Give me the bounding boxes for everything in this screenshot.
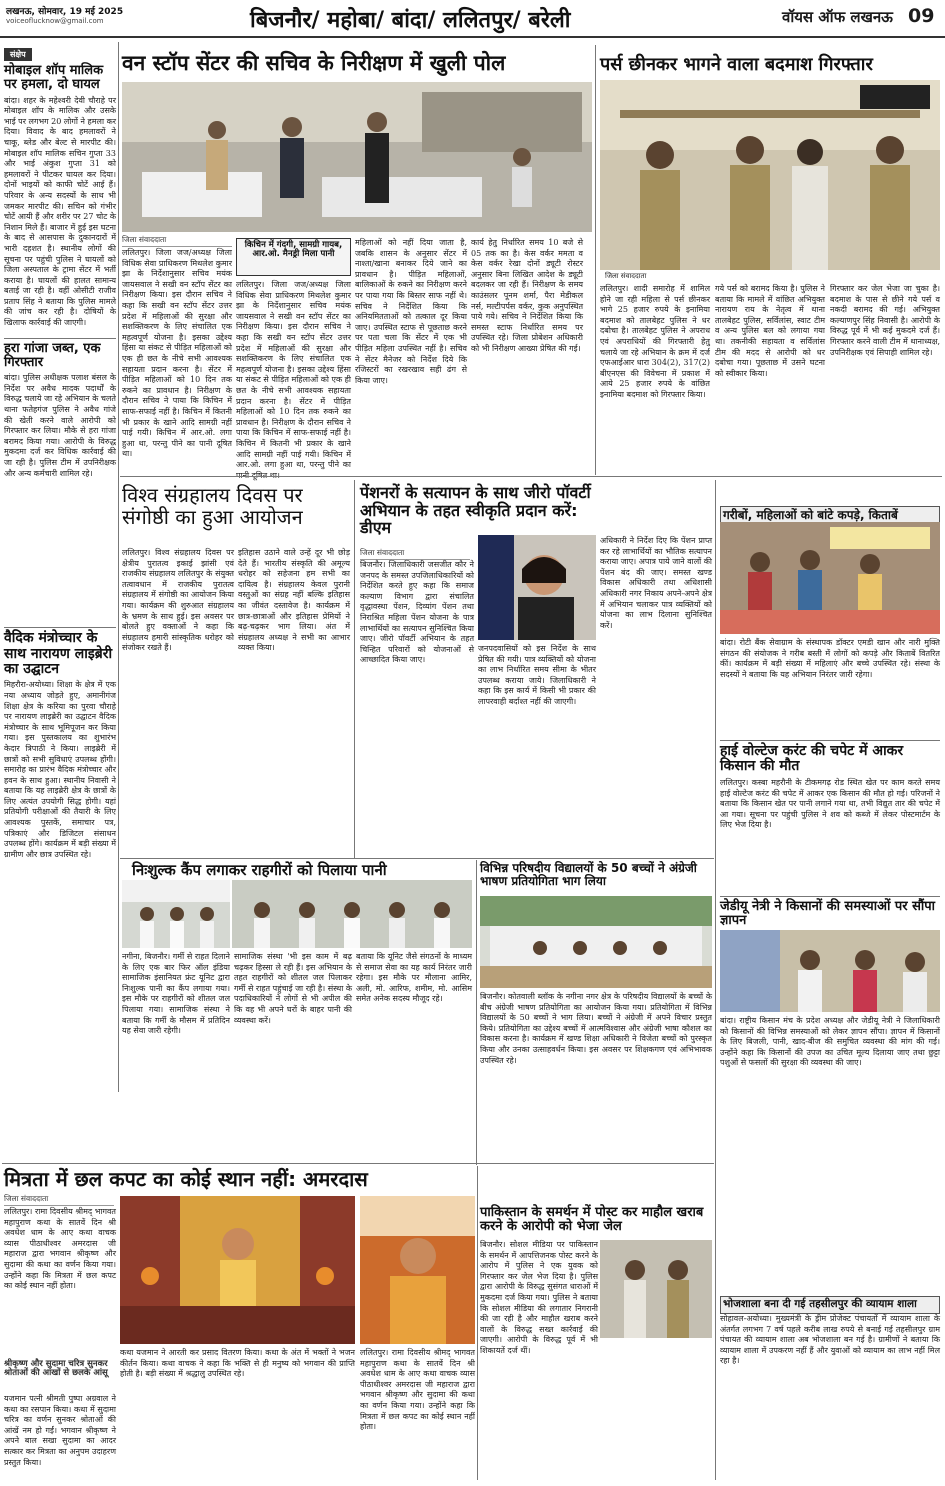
water-camp-illustration — [122, 880, 230, 948]
saint-portrait-illustration — [360, 1196, 475, 1344]
camp-body-1: नगीना, बिजनौर। गर्मी से राहत दिलाने के लिए एक बार फिर ऑल इंडिया सामाजिक इंसानियत फ्रंट यूनिट द्वारा निःशुल्क पानी का कैंप लगाया गया। इस मौके पर राहगीरों को शीतल जल पिलाया गया। सामाजिक संस्था ने बताया कि गर्मी के मौसम में प्रतिदिन यह सेवा जारी रहेगी। — [122, 952, 230, 1036]
jd-body: बांदा। राष्ट्रीय किसान मंच के प्रदेश अध्यक्ष और जेडीयू नेत्री ने जिलाधिकारी को किसानों की विभिन्न समस्याओं को लेकर ज्ञापन सौंपा। ज्ञापन में किसानों के लिए बिजली, पानी, खाद-बीज की समुचित व्यवस्था की मांग की गई। उन्होंने कहा कि किसानों की उपज का उचित मूल्य दिलाया जाए तथा छुट्टा पशुओं से फसलों की सुरक्षा की व्यवस्था की जाए। — [720, 1016, 940, 1068]
top-story-byline: जिला संवाददाता — [122, 235, 232, 247]
camp-photo-2 — [232, 880, 472, 948]
museum-body-2: इतिहास उठाने वाले उन्हें दूर भी छोड़ देते हैं। भारतीय संस्कृति की अमूल्य धरोहर को सहेजना हम सभी का दायित्व है। संग्रहालय केवल पुरानी वस्तुओं का संग्रह नहीं बल्कि इतिहास का जीवंत दस्तावेज है। कार्यक्रम में छात्र-छात्राओं और इतिहास प्रेमियों ने बढ़-चढ़कर भाग लिया। अंत में संग्रहालय अध्यक्ष ने सभी का आभार व्यक्त किया। — [238, 548, 350, 653]
camp-body-3: बताया कि यूनिट जैसे संगठनों के माध्यम से समाज सेवा का यह कार्य निरंतर जारी रहेगा। इस मौके पर मौलाना आमिर, अली, मो. आरिफ, शमीम, मो. आसिम समेत अनेक सदस्य मौजूद रहे। — [356, 952, 472, 1004]
paper-name: वॉयस ऑफ लखनऊ — [782, 8, 893, 26]
museum-headline: विश्व संग्रहालय दिवस पर संगोष्ठी का हुआ आयोजन — [122, 483, 303, 529]
school-body: बिजनौर। कोतवाली ब्लॉक के नगीना नगर क्षेत्र के परिषदीय विद्यालयों के बच्चों के बीच अंग्रेजी भाषण प्रतियोगिता का आयोजन किया गया। प्रतियोगिता में विभिन्न विद्यालयों के 50 बच्चों ने भाग लिया। बच्चों ने अंग्रेजी में अपने विचार प्रस्तुत किये। प्रतियोगिता का उद्देश्य बच्चों में आत्मविश्वास और अंग्रेजी भाषा कौशल का विकास करना है। कार्यक्रम में खण्ड शिक्षा अधिकारी ने विजेता बच्चों को पुरस्कृत किया और उनका उत्साहवर्धन किया। इस अवसर पर शिक्षकगण एवं अभिभावक उपस्थित रहे। — [480, 992, 712, 1065]
clothes-body: बांदा। रोटी बैंक सेवाग्राम के संस्थापक डॉक्टर एमडी खान और नारी मुक्ति संगठन की संयोजक ने गरीब बस्ती में लोगों को कपड़े और किताबें वितरित कीं। कार्यक्रम में बड़ी संख्या में महिलाएं और बच्चे उपस्थित रहे। संस्था के सदस्यों ने बताया कि यह अभियान निरंतर जारी रहेगा। — [720, 638, 940, 679]
camp-group-illustration — [232, 880, 472, 948]
clothes-distribution-illustration — [720, 522, 940, 634]
top-story-body-1: ललितपुर। जिला जज/अध्यक्ष जिला विधिक सेवा प्राधिकरण मिथलेश कुमार झा के निर्देशानुसार सचिव मयंक जायसवाल ने सखी वन स्टॉप सेंटर का निरीक्षण किया। इस दौरान सचिव ने कहा कि सखी वन स्टॉप सेंटर उत्तर प्रदेश में महिलाओं की सुरक्षा और सशक्तिकरण के लिए संचालित एक महत्वपूर्ण योजना है। इसका उद्देश्य हिंसा या संकट से पीड़ित महिलाओं को एक ही छत के नीचे सभी आवश्यक सहायता प्रदान करना है। सेंटर में पीड़ित महिलाओं को 10 दिन तक रुकने का प्रावधान है। निरीक्षण के दौरान सचिव ने पाया कि किचिन में साफ-सफाई नहीं है। किचिन में कितनी भी प्रकार के खाने आदि सामग्री नहीं पाई गयी। किचिन में आर.ओ. लगा हुआ था, परन्तु पीने का पानी दूषित था। — [122, 248, 232, 459]
pension-dm-photo — [478, 535, 596, 640]
school-photo — [480, 896, 712, 988]
section-title: बिजनौर/ महोबा/ बांदा/ ललितपुर/ बरेली — [250, 8, 571, 33]
clothes-photo — [720, 522, 940, 634]
bottom-body-3: कथा यजमान ने आरती कर प्रसाद वितरण किया। कथा के अंत में भक्तों ने भजन कीर्तन किया। कथा वाचक ने कहा कि भक्ति से ही मनुष्य को भगवान की प्राप्ति होती है। बड़ी संख्या में श्रद्धालु उपस्थित रहे। — [120, 1348, 355, 1379]
brief-2-body: बांदा। पुलिस अधीक्षक पलाश बंसल के निर्देश पर अवैध मादक पदार्थों के विरुद्ध चलाये जा रहे अभियान के चलते थाना फतेहगंज पुलिस ने अवैध गांजे की खेती करने वाले आरोपी को गिरफ्तार कर लिया। मौके से हरा गांजा बरामद किया गया। आरोपी के विरुद्ध मुकदमा दर्ज कर विधिक कार्रवाई की जा रही है। पुलिस टीम में उपनिरीक्षक और अन्य कर्मचारी शामिल रहे। — [4, 373, 116, 478]
inspection-scene-illustration — [122, 82, 592, 232]
snatcher-headline: पर्स छीनकर भागने वाला बदमाश गिरफ्तार — [600, 54, 873, 75]
camp-headline: निःशुल्क कैंप लगाकर राहगीरों को पिलाया पानी — [132, 861, 387, 879]
inset-headline: किचिन में गंदगी, सामग्री गायब, आर.ओ. मैनड्री मिला पानी — [244, 240, 343, 260]
brief-2-headline: हरा गांजा जब्त, एक गिरफ्तार — [4, 338, 116, 371]
pak-photo — [600, 1240, 712, 1338]
pension-body-1: बिजनौर। जिलाधिकारी जसजीत कौर ने जनपद के समस्त उपजिलाधिकारियों को निर्देशित करते हुए कहा कि समाज कल्याण विभाग द्वारा संचालित वृद्धावस्था पेंशन, दिव्यांग पेंशन तथा निराश्रित महिला पेंशन योजना के पात्र लाभार्थियों का सत्यापन सुनिश्चित किया जाए। जीरो पॉवर्टी अभियान के तहत चिन्हित परिवारों को योजनाओं से आच्छादित किया जाए। — [360, 560, 474, 665]
masthead-site: voiceoflucknow@gmail.com — [6, 17, 104, 25]
snatcher-photo — [600, 80, 940, 270]
bottom-photo — [120, 1196, 355, 1344]
bottom-quote-text: श्रीकृष्ण और सुदामा चरित्र सुनकर श्रोताओं की आंखों से छलके आंसू — [4, 1359, 108, 1379]
masthead-date: लखनऊ, सोमवार, 19 मई 2025 — [6, 7, 124, 17]
museum-body-1: ललितपुर। विश्व संग्रहालय दिवस पर क्षेत्रीय पुरातत्व इकाई झांसी एवं राजकीय संग्रहालय ललितपुर के संयुक्त तत्वावधान में राजकीय पुरातत्व संग्रहालय में संगोष्ठी का आयोजन किया गया। कार्यक्रम की शुरुआत संग्रहालय के भ्रमण के साथ हुई। इस अवसर पर बोलते हुए वक्ताओं ने कहा कि संग्रहालय हमारी सांस्कृतिक धरोहर को संजोकर रखते हैं। — [122, 548, 234, 653]
pension-body-3: जनपदवासियों को इस निर्देश के साथ प्रेषित की गयी। पात्र व्यक्तियों को योजना का लाभ निर्धारित समय सीमा के भीतर उपलब्ध कराया जाये। जिलाधिकारी ने कहा कि इस कार्य में किसी भी प्रकार की लापरवाही बर्दाश्त नहीं की जाएगी। — [478, 644, 596, 706]
current-headline: हाई वोल्टेज करंट की चपेट में आकर किसान की मौत — [720, 740, 940, 775]
pension-headline: पेंशनरों के सत्यापन के साथ जीरो पॉवर्टी अभियान के तहत स्वीकृति प्रदान करें: डीएम — [360, 483, 591, 538]
bottom-photo-2 — [360, 1196, 475, 1344]
top-story-body-3: कार्य हेतु निर्धारित समय 10 बजे से 05 तक का है। केस वर्कर ममता व केस वर्कर रेखा दोनों ड्यूटी रोस्टर अनुसार बिना लिखित आदेश के ड्यूटी बदलकर जा रही हैं। निरीक्षण के समय काउंसलर पूनम शर्मा, पैरा मेडीकल नर्स, मल्टीपर्पस वर्कर, कुक अनुपस्थित पाये गये। सचिव ने निर्देशित किया कि समस्त स्टाफ निर्धारित समय पर उपस्थित रहे। जिला प्रोबेशन अधिकारी को भी निरीक्षण आख्या प्रेषित की गई। — [471, 238, 583, 353]
pension-byline: जिला संवाददाता — [360, 548, 470, 560]
gym-headline: भोजशाला बना दी गई तहसीलपुर की व्यायाम शाला — [720, 1296, 940, 1314]
camp-body-2: सामाजिक संस्था 'भी इस काम में बढ़ चढ़कर हिस्सा ले रही हैं। इस अभियान के तहत राहगीरों को शीतल जल पिलाकर गर्मी से राहत पहुंचाई जा रही है। संस्था के पदाधिकारियों ने लोगों से भी अपील की कि वह भी अपने घरों के बाहर पानी की व्यवस्था करें। — [234, 952, 352, 1025]
jd-headline: जेडीयू नेत्री ने किसानों की समस्याओं पर सौंपा ज्ञापन — [720, 896, 940, 929]
bottom-body-1: ललितपुर। रामा दिवसीय श्रीमद् भागवत महापुराण कथा के सातवें दिन श्री अवधेश धाम के आए कथा वाचक व्यास पीठाधीश्वर अमरदास जी महाराज द्वारा भगवान श्रीकृष्ण और सुदामा की कथा का वर्णन किया गया। उन्होंने कहा कि मित्रता में छल कपट का कोई स्थान नहीं होता। — [4, 1207, 116, 1291]
memorandum-illustration — [720, 930, 940, 1012]
top-story-photo — [122, 82, 592, 232]
pak-headline: पाकिस्तान के समर्थन में पोस्ट कर माहौल खराब करने के आरोपी को भेजा जेल — [480, 1205, 704, 1235]
pak-body: बिजनौर। सोशल मीडिया पर पाकिस्तान के समर्थन में आपत्तिजनक पोस्ट करने के आरोप में पुलिस ने एक युवक को गिरफ्तार कर जेल भेज दिया है। पुलिस द्वारा आरोपी के विरुद्ध सुसंगत धाराओं में मुकदमा दर्ज किया गया। पुलिस ने बताया कि सोशल मीडिया की लगातार निगरानी की जा रही है और माहौल खराब करने वालों के विरुद्ध सख्त कार्रवाई की जाएगी। आरोपी के विरुद्ध पूर्व में भी शिकायतें दर्ज थीं। — [480, 1240, 598, 1355]
camp-photo — [122, 880, 230, 948]
current-body: ललितपुर। कस्बा महरौनी के टीकमगढ़ रोड स्थित खेत पर काम करते समय हाई वोल्टेज करंट की चपेट में आकर एक किसान की मौत हो गई। परिजनों ने बताया कि किसान खेत पर पानी लगाने गया था, तभी विद्युत तार की चपेट में आ गया। सूचना पर पहुंची पुलिस ने शव को कब्जे में लेकर पोस्टमार्टम के लिए भेज दिया है। — [720, 778, 940, 830]
top-story-inset — [236, 238, 351, 276]
school-event-illustration — [480, 896, 712, 988]
bottom-quote — [4, 1360, 116, 1390]
bottom-headline: मित्रता में छल कपट का कोई स्थान नहीं: अमरदास — [4, 1167, 368, 1191]
accused-with-police-illustration — [600, 1240, 712, 1338]
page-number: 09 — [908, 5, 935, 27]
dm-portrait-illustration — [478, 535, 596, 640]
jd-photo — [720, 930, 940, 1012]
police-arrest-illustration — [600, 80, 940, 270]
bottom-byline: जिला संवाददाता — [4, 1194, 114, 1206]
gym-body: सोहावल-अयोध्या। मुख्यमंत्री के ड्रीम प्रोजेक्ट पंचायतों में व्यायाम शाला के अंतर्गत लगभग 7 वर्ष पहले करीब लाख रुपये से बनाई गई तहसीलपुर ग्राम पंचायत की व्यायाम शाला अब भोजशाला बन गई है। ग्रामीणों ने बताया कि व्यायाम शाला में उपकरण नहीं हैं और युवाओं को व्यायाम का लाभ नहीं मिल रहा है। — [720, 1314, 940, 1366]
snatcher-photo-caption: जिला संवाददाता — [602, 272, 649, 281]
brief-tag: संक्षेप — [4, 48, 32, 61]
snatcher-body-1: ललितपुर। शादी समारोह में शामिल होने जा रही महिला से पर्स छीनकर भागे 25 हजार रुपये के इनामिया बदमाश को तालबेहट पुलिस ने धर दबोचा है। तालबेहट पुलिस ने अपराध एवं अपराधियों की गिरफ्तारी हेतु चलाये जा रहे अभियान के क्रम में दर्ज एफआईआर धारा 304(2), 317(2) बीएनएस की विवेचना में प्रकाश में आये 25 हजार रुपये के वांछित इनामिया बदमाश को गिरफ्तार किया। — [600, 284, 710, 399]
brief-3-body: मिहरौरा-अयोध्या। शिक्षा के क्षेत्र में एक नया अध्याय जोड़ते हुए, अमानीगंज शिक्षा क्षेत्र के करिया का पुरवा चौराहे पर नारायण लाइब्रेरी का उद्घाटन वैदिक मंत्रोच्चार के साथ भूमिपूजन कर किया गया। इस पुस्तकालय का शुभारंभ केदार त्रिपाठी ने किया। लाइब्रेरी में छात्रों को सभी सुविधाएं उपलब्ध होंगी। समारोह का प्रारंभ वैदिक मंत्रोच्चार और हवन के साथ हुआ। स्थानीय निवासी ने बताया कि यह लाइब्रेरी क्षेत्र के छात्रों के लिए अत्यंत उपयोगी सिद्ध होगी। यहां प्रतियोगी परीक्षाओं की तैयारी के लिए आवश्यक पुस्तकें, समाचार पत्र, पत्रिकाएं और डिजिटल संसाधन उपलब्ध होंगे। कार्यक्रम में बड़ी संख्या में ग्रामीण और छात्र उपस्थित रहे। — [4, 680, 116, 859]
top-story-body-1b: ललितपुर। जिला जज/अध्यक्ष जिला विधिक सेवा प्राधिकरण मिथलेश कुमार झा के निर्देशानुसार सचिव मयंक जायसवाल ने सखी वन स्टॉप सेंटर का निरीक्षण किया। इस दौरान सचिव ने कहा कि सखी वन स्टॉप सेंटर उत्तर प्रदेश में महिलाओं की सुरक्षा और सशक्तिकरण के लिए संचालित एक महत्वपूर्ण योजना है। इसका उद्देश्य हिंसा या संकट से पीड़ित महिलाओं को एक ही छत के नीचे सभी आवश्यक सहायता प्रदान करना है। सेंटर में पीड़ित महिलाओं को 10 दिन तक रुकने का प्रावधान है। निरीक्षण के दौरान सचिव ने पाया कि किचिन में साफ-सफाई नहीं है। किचिन में कितनी भी प्रकार के खाने आदि सामग्री नहीं पाई गयी। किचिन में आर.ओ. लगा हुआ था, परन्तु पीने का — [236, 280, 351, 470]
brief-3-headline: वैदिक मंत्रोच्चार के साथ नारायण लाइब्रेरी का उद्घाटन — [4, 627, 116, 677]
bhagwat-katha-illustration — [120, 1196, 355, 1344]
pension-body-2: अधिकारी ने निर्देश दिए कि पेंशन प्राप्त कर रहे लाभार्थियों का भौतिक सत्यापन कराया जाए। अपात्र पाये जाने वालों की पेंशन बंद की जाए। समस्त खण्ड विकास अधिकारी तथा अधिशासी अधिकारी नगर निकाय अपने-अपने क्षेत्र में अभियान चलाकर पात्र व्यक्तियों को योजना का लाभ दिलाना सुनिश्चित करें। — [600, 536, 713, 630]
clothes-headline: गरीबों, महिलाओं को बांटे कपड़े, किताबें — [720, 506, 940, 525]
snatcher-body-2: गये पर्स को बरामद किया है। पुलिस ने बताया कि मामले में वांछित अभियुक्त नारायण राय के नेतृत्व में थाना तालबेहट पुलिस, सर्विलांस, स्वाट टीम व अन्य पुलिस बल को लगाया गया था। तकनीकी सहायता व सर्विलांस टीम की मदद से आरोपी को धर दबोचा गया। पूछताछ में उसने घटना को स्वीकार किया। — [715, 284, 825, 378]
brief-1-body: बांदा। शहर के महेश्वरी देवी चौराहे पर मोबाइल शॉप के मालिक और उसके भाई पर लगभग 20 लोगों ने हमला कर दिया। विवाद के बाद हमलावरों ने चाकू, ब्लेड और बेल्ट से मारपीट की। मोबाइल शॉप मालिक सचिन गुप्ता 33 और भाई अंकुश गुप्ता 31 को हमलावरों ने पीटकर घायल कर दिया। दोनों भाइयों को काफी चोटें आई हैं। परिवार के अन्य सदस्यों के साथ भी जमकर मारपीट की। सचिन को गंभीर चोटें आयी हैं और शरीर पर 27 चोट के निशान मिले हैं। बाजार में हुई इस घटना के बाद से आसपास के दुकानदारों में भारी दहशत है। स्थानीय लोगों की सूचना पर पहुंची पुलिस ने घायलों को जिला अस्पताल के ट्रामा सेंटर में भर्ती कराया है। घायलों की हालत सामान्य बताई जा रही है। वहीं ओसीटी राजीव प्रताप सिंह ने बताया कि पुलिस मामले की जांच कर रही है। दोषियों के खिलाफ कार्रवाई की जाएगी। — [4, 95, 116, 328]
top-story-headline: वन स्टॉप सेंटर की सचिव के निरीक्षण में खुली पोल — [122, 51, 506, 75]
snatcher-body-3: गिरफ्तार कर जेल भेजा जा चुका है। बदमाश के पास से छीने गये पर्स व नकदी बरामद की गई। अभियुक्त कल्याणपुर सिंह निवासी है। आरोपी के विरुद्ध पूर्व में भी कई मुकदमे दर्ज हैं। गिरफ्तार करने वाली टीम में थानाध्यक्ष, उपनिरीक्षक एवं सिपाही शामिल रहे। — [830, 284, 940, 357]
bottom-body-1b: ललितपुर। रामा दिवसीय श्रीमद् भागवत महापुराण कथा के सातवें दिन श्री अवधेश धाम के आए कथा वाचक व्यास पीठाधीश्वर अमरदास जी महाराज द्वारा भगवान श्रीकृष्ण और सुदामा की कथा का वर्णन किया गया। उन्होंने कहा कि मित्रता में छल कपट का कोई स्थान नहीं होता। — [360, 1348, 475, 1432]
masthead — [0, 0, 945, 38]
school-headline: विभिन्न परिषदीय विद्यालयों के 50 बच्चों ने अंग्रेजी भाषण प्रतियोगिता भाग लिया — [480, 861, 697, 889]
top-story-body-2: महिलाओं को नहीं दिया जाता है, जबकि शासन के अनुसार सेंटर में नाश्ता/खाना बनाकर दिये जाने का प्रावधान है। पीड़ित महिलाओं, बालिकाओं के रुकने का निरीक्षण करने पर पाया गया कि बिस्तर साफ नहीं थे। सचिव ने निर्देशित किया कि अनियमितताओं को तत्काल दूर किया जाए। उपस्थित स्टाफ से पूछताछ करने पर पता चला कि सेंटर में एक भी पीड़ित महिला उपस्थित नहीं है। सचिव ने सेंटर मैनेजर को निर्देश दिये कि रजिस्टरों का रखरखाव सही ढंग से किया जाए। — [355, 238, 467, 385]
bottom-body-2: यजमान पत्नी श्रीमती पुष्पा अग्रवाल ने कथा का रसपान किया। कथा में सुदामा चरित्र का वर्णन सुनकर श्रोताओं की आंखें नम हो गईं। भगवान श्रीकृष्ण ने अपने बाल सखा सुदामा का आदर सत्कार कर मित्रता का अनुपम उदाहरण प्रस्तुत किया। — [4, 1394, 116, 1467]
brief-1-headline: मोबाइल शॉप मालिक पर हमला, दो घायल — [4, 63, 104, 93]
